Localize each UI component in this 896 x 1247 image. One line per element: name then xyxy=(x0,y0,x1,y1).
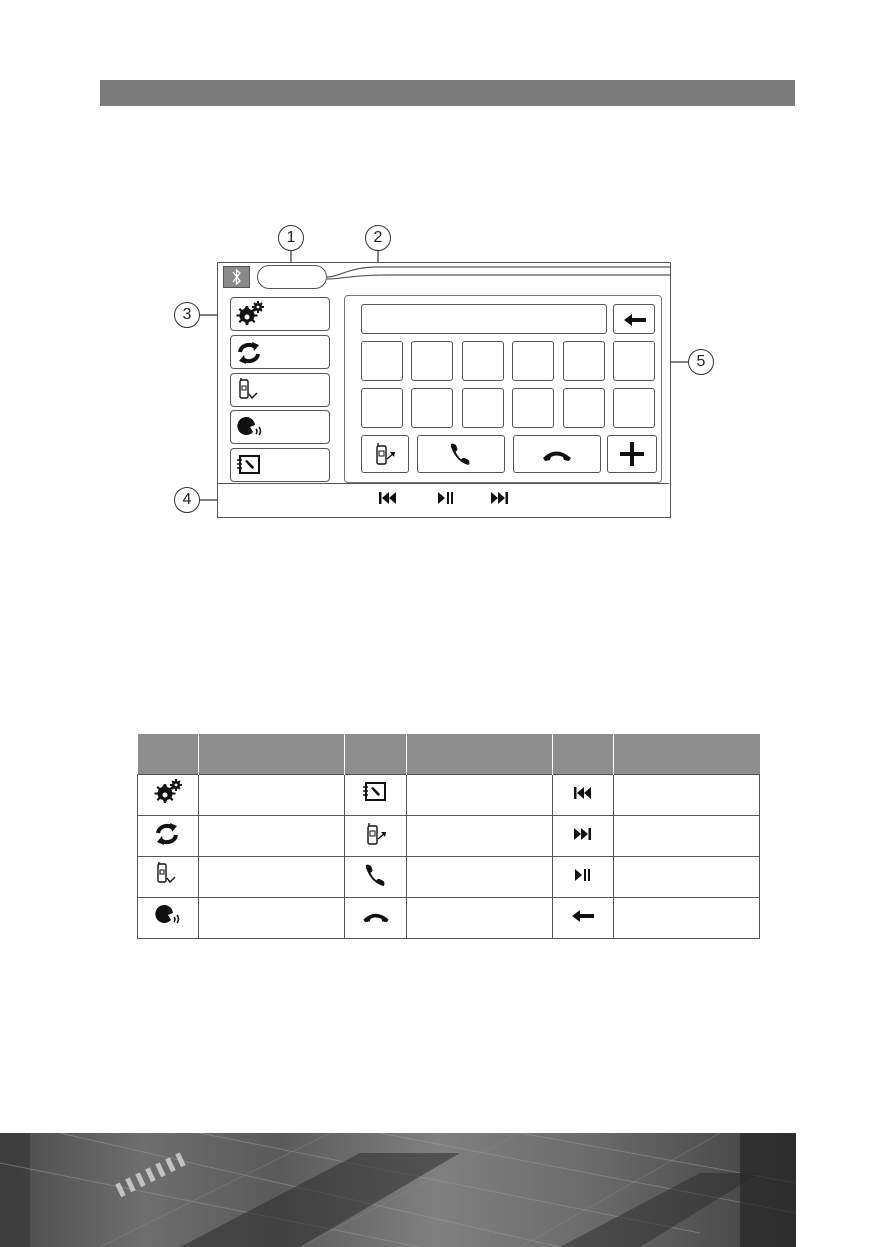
legend-description xyxy=(406,857,552,898)
dial-key[interactable] xyxy=(613,388,655,428)
call-answer-icon xyxy=(447,441,475,467)
dial-key[interactable] xyxy=(462,341,504,381)
legend-description xyxy=(406,775,552,816)
call-hangup-icon xyxy=(361,907,391,925)
gears-icon xyxy=(235,301,265,329)
device-screen xyxy=(217,262,671,518)
call-answer-button[interactable] xyxy=(417,435,505,473)
legend-header-cell xyxy=(199,734,345,775)
dial-key[interactable] xyxy=(361,388,403,428)
skip-previous-icon[interactable] xyxy=(378,491,398,505)
legend-header-cell xyxy=(345,734,406,775)
phone-transfer-out-icon xyxy=(363,821,389,847)
table-row xyxy=(138,898,760,939)
gears-icon xyxy=(153,779,183,807)
arrow-left-icon xyxy=(622,312,648,328)
legend-description xyxy=(614,898,760,939)
legend-description xyxy=(199,898,345,939)
call-log-button[interactable] xyxy=(230,448,330,482)
legend-description xyxy=(614,857,760,898)
device-name-pill[interactable] xyxy=(257,265,327,289)
callout-1: 1 xyxy=(278,225,304,251)
table-row xyxy=(138,816,760,857)
callout-3: 3 xyxy=(174,302,200,328)
legend-header-cell xyxy=(552,734,613,775)
transfer-to-phone-button[interactable] xyxy=(361,435,409,473)
play-pause-icon xyxy=(574,868,592,882)
voice-icon xyxy=(153,902,183,930)
legend-description xyxy=(199,775,345,816)
legend-description xyxy=(614,816,760,857)
dial-pad xyxy=(344,295,662,483)
dial-number-display xyxy=(361,304,607,334)
table-row xyxy=(138,857,760,898)
dial-key[interactable] xyxy=(613,341,655,381)
dial-key[interactable] xyxy=(512,388,554,428)
call-log-icon xyxy=(235,452,265,480)
callout-2: 2 xyxy=(365,225,391,251)
legend-description xyxy=(199,857,345,898)
icon-legend-table xyxy=(137,734,760,939)
sync-button[interactable] xyxy=(230,335,330,369)
play-pause-icon[interactable] xyxy=(437,491,455,505)
call-log-icon xyxy=(361,779,391,807)
legend-header-cell xyxy=(406,734,552,775)
dial-key[interactable] xyxy=(563,388,605,428)
skip-next-icon xyxy=(572,827,594,841)
legend-header-cell xyxy=(138,734,199,775)
screen-bottom-divider xyxy=(218,483,669,484)
dial-key[interactable] xyxy=(462,388,504,428)
plus-icon xyxy=(619,441,645,467)
phone-transfer-icon xyxy=(235,377,265,405)
table-row xyxy=(138,775,760,816)
legend-header-row xyxy=(138,734,760,775)
dial-key[interactable] xyxy=(411,388,453,428)
call-hangup-button[interactable] xyxy=(513,435,601,473)
callout-4: 4 xyxy=(174,487,200,513)
sync-icon xyxy=(153,820,183,848)
bluetooth-icon[interactable] xyxy=(223,266,250,288)
phone-transfer-out-icon xyxy=(372,441,398,467)
backspace-button[interactable] xyxy=(613,304,655,334)
footer-decorative-banner xyxy=(0,1133,796,1247)
settings-button[interactable] xyxy=(230,297,330,331)
voice-button[interactable] xyxy=(230,410,330,444)
dial-key[interactable] xyxy=(411,341,453,381)
legend-description xyxy=(614,775,760,816)
call-answer-icon xyxy=(362,862,390,888)
add-button[interactable] xyxy=(607,435,657,473)
dial-key[interactable] xyxy=(563,341,605,381)
skip-next-icon[interactable] xyxy=(490,491,510,505)
arrow-left-icon xyxy=(570,908,596,924)
phone-transfer-icon xyxy=(153,861,183,889)
phone-transfer-button[interactable] xyxy=(230,373,330,407)
dial-key[interactable] xyxy=(361,341,403,381)
dial-key[interactable] xyxy=(512,341,554,381)
skip-previous-icon xyxy=(572,786,594,800)
legend-description xyxy=(406,898,552,939)
voice-icon xyxy=(235,414,265,442)
sync-icon xyxy=(235,339,265,367)
callout-5: 5 xyxy=(688,349,714,375)
legend-header-cell xyxy=(614,734,760,775)
call-hangup-icon xyxy=(540,444,574,464)
legend-description xyxy=(406,816,552,857)
legend-description xyxy=(199,816,345,857)
